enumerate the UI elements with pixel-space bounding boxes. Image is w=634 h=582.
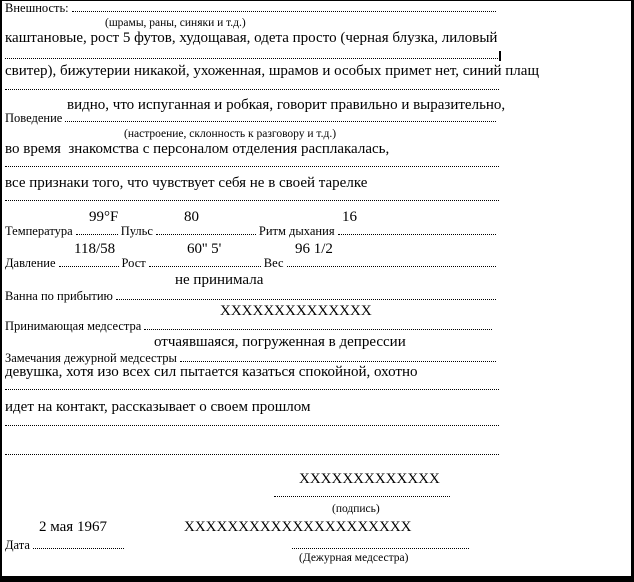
behavior-hint: (настроение, склонность к разговору и т.д.) xyxy=(124,128,337,140)
temperature-dotted-line xyxy=(76,234,118,235)
date-value: 2 мая 1967 xyxy=(39,519,107,535)
appearance-label: Внешность: xyxy=(5,1,69,15)
dotted-line xyxy=(5,89,499,90)
behavior-value-above: видно, что испуганная и робкая, говорит правильно и выразительно, xyxy=(67,97,506,113)
vitals-row-1 xyxy=(5,224,499,238)
bath-label: Ванна по прибытию xyxy=(5,289,113,303)
signature-name: XXXXXXXXXXXXX xyxy=(299,471,440,487)
behavior-dotted-line xyxy=(65,121,496,122)
pressure-dotted-line xyxy=(59,266,119,267)
pulse-label: Пульс xyxy=(120,224,153,238)
duty-notes-value-line2: девушка, хотя изо всех сил пытается казаться спокойной, охотно xyxy=(5,364,418,380)
temperature-value: 99°F xyxy=(89,209,119,225)
weight-dotted-line xyxy=(287,266,497,267)
breathing-label: Ритм дыхания xyxy=(258,224,335,238)
date-dotted-line xyxy=(33,548,124,549)
duty-notes-field-row xyxy=(5,351,499,365)
dotted-line xyxy=(5,58,498,59)
date-label: Дата xyxy=(5,538,30,552)
appearance-hint: (шрамы, раны, синяки и т.д.) xyxy=(105,17,246,29)
duty-nurse-dotted-line xyxy=(292,548,469,549)
pressure-label: Давление xyxy=(5,256,56,270)
admitting-nurse-dotted-line xyxy=(144,329,492,330)
weight-value: 96 1/2 xyxy=(295,241,333,257)
height-value: 60'' 5' xyxy=(187,241,222,257)
admitting-nurse-label: Принимающая медсестра xyxy=(5,319,142,333)
signature-dotted-line xyxy=(274,496,450,497)
behavior-label: Поведение xyxy=(5,111,63,125)
breathing-dotted-line xyxy=(338,234,496,235)
bath-field-row xyxy=(5,289,499,303)
signature-caption: (подпись) xyxy=(332,503,380,515)
weight-label: Вес xyxy=(263,256,284,270)
date-field-row xyxy=(5,538,127,552)
height-label: Рост xyxy=(121,256,146,270)
appearance-value-line1: каштановые, рост 5 футов, худощавая, одета просто (черная блузка, лиловый xyxy=(5,30,498,46)
duty-nurse-caption: (Дежурная медсестра) xyxy=(299,552,409,564)
behavior-field-row xyxy=(5,111,499,125)
pulse-value: 80 xyxy=(184,209,199,225)
vitals-row-2 xyxy=(5,256,499,270)
duty-nurse-name: XXXXXXXXXXXXXXXXXXXXX xyxy=(184,519,412,535)
duty-notes-value-above: отчаявшаяся, погруженная в депрессии xyxy=(154,334,406,350)
bath-value: не принимала xyxy=(175,272,264,288)
duty-notes-label: Замечания дежурной медсестры xyxy=(5,351,177,365)
appearance-value-line2: свитер), бижутерии никакой, ухоженная, шрамов и особых примет нет, синий плащ xyxy=(5,63,539,79)
admitting-nurse-field-row xyxy=(5,319,495,333)
behavior-value-line2: во время знакомства с персоналом отделения расплакалась, xyxy=(5,141,390,157)
height-dotted-line xyxy=(149,266,261,267)
admitting-nurse-value: XXXXXXXXXXXXXX xyxy=(220,303,372,319)
appearance-dotted-line xyxy=(72,11,496,12)
appearance-field-row xyxy=(5,1,499,15)
dotted-line xyxy=(5,200,499,201)
text-caret xyxy=(499,51,501,61)
dotted-line xyxy=(5,425,499,426)
behavior-value-line3: все признаки того, что чувствует себя не в своей тарелке xyxy=(5,175,368,191)
dotted-line xyxy=(5,454,499,455)
duty-notes-value-line3: идет на контакт, рассказывает о своем прошлом xyxy=(5,399,311,415)
bath-dotted-line xyxy=(116,299,496,300)
temperature-label: Температура xyxy=(5,224,73,238)
duty-notes-dotted-line xyxy=(180,361,496,362)
dotted-line xyxy=(5,389,499,390)
pressure-value: 118/58 xyxy=(74,241,116,257)
dotted-line xyxy=(5,166,499,167)
pulse-dotted-line xyxy=(156,234,256,235)
breathing-value: 16 xyxy=(342,209,357,225)
